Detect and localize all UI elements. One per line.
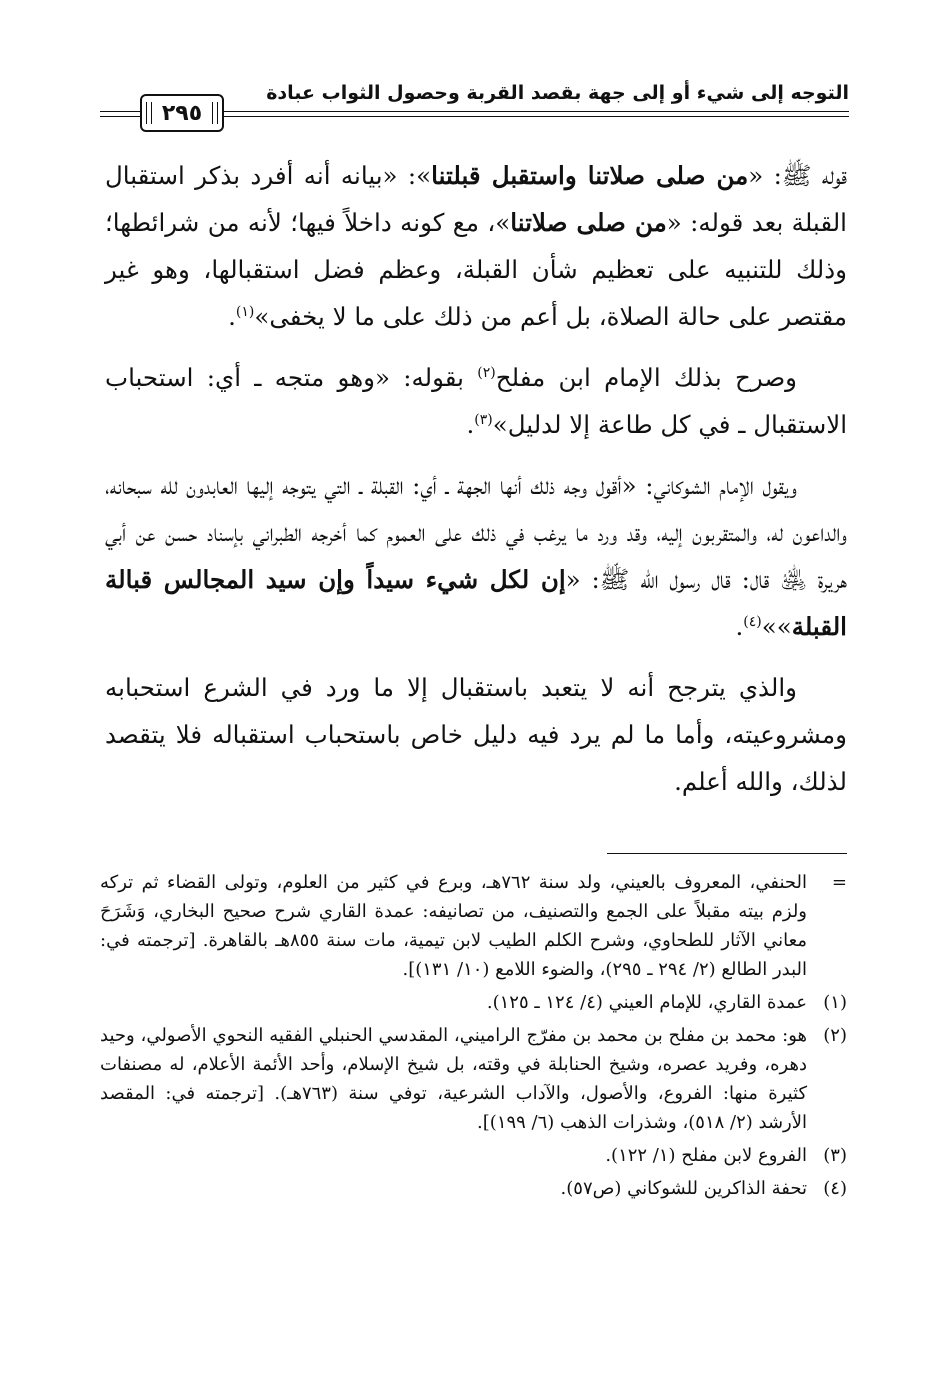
text-span: . <box>735 612 744 641</box>
footnote-item <box>100 1174 847 1203</box>
footnote-text: هو: محمد بن مفلح بن محمد بن مفرّج الراميني، المقدسي الحنبلي الفقيه النحوي الأصولي، وحيد دهره، وفريد عصره، وشيخ الحنابلة في وقته، بل شيخ الإسلام، وأحد الأئمة الأعلام، له مصنفات كثيرة منها: الفروع، والأصول، والآداب الشرعية، توفي سنة (٧٦٣هـ). [ترجمته في: المقصد الأرشد (٢/ ٥١٨)، وشذرات الذهب (٦/ ١٩٩)]. <box>100 1025 808 1133</box>
page-number <box>140 94 224 132</box>
paragraph-4: والذي يترجح أنه لا يتعبد باستقبال إلا ما ورد في الشرع استحبابه ومشروعيته، وأما ما لم يرد فيه دليل خاص باستحباب استقباله فلا يتقصد لذلك، والله أعلم. <box>105 673 847 796</box>
text-span: . <box>466 410 475 439</box>
footnote-mark: (٢) <box>823 1025 847 1046</box>
main-text <box>105 152 847 819</box>
footnotes <box>100 868 847 1207</box>
text-span: وصرح بذلك الإمام ابن مفلح <box>495 363 797 392</box>
footnote-ref[interactable]: (٢) <box>477 364 496 381</box>
running-title: التوجه إلى شيء أو إلى جهة بقصد القربة وحصول الثواب عبادة <box>266 82 849 104</box>
footnote-ref[interactable]: (٣) <box>474 411 493 428</box>
footnote-item <box>100 868 847 984</box>
footnote-mark: (٤) <box>823 1178 847 1199</box>
text-span: . <box>228 302 236 331</box>
footnote-mark: (١) <box>823 992 847 1013</box>
footnote-mark: (٣) <box>823 1145 847 1166</box>
footnote-text: الحنفي، المعروف بالعيني، ولد سنة ٧٦٢هـ، وبرع في كثير من العلوم، وتولى القضاء ثم تركه ولزم بيته مقبلاً على الجمع والتصنيف، من تصانيفه: عمدة القاري شرح صحيح البخاري، وَشَرَحَ معاني الآثار للطحاوي، وشرح الكلم الطيب لابن تيمية، مات سنة ٨٥٥هـ بالقاهرة. [ترجمته في: البدر الطالع (٢/ ٢٩٤ ـ ٢٩٥)، والضوء اللامع (١٠/ ١٣١)]. <box>100 872 807 980</box>
footnote-ref[interactable]: (١) <box>235 303 255 320</box>
text-span: ويقول الإمام الشوكاني: «أقول وجه ذلك أنها الجهة ـ أي: القبلة ـ التي يتوجه إليها العابدون لله سبحانه، والداعون له، والمتقربون إليه، وقد ورد ما يرغب في ذلك على العموم كما أخرجه الطبراني بإسناد حسن عن أبي هريرة ﵁ قال: قال رسول الله ﷺ: « <box>105 471 847 594</box>
paragraph-1 <box>105 152 847 340</box>
footnote-rule <box>607 853 847 854</box>
paragraph-2 <box>105 354 847 448</box>
text-span: بقوله: «وهو متجه ـ أي: استحباب الاستقبال ـ في كل طاعة إلا لدليل» <box>105 363 847 439</box>
text-span: »، مع كونه داخلاً فيها؛ لأنه من شرائطها؛ وذلك للتنبيه على تعظيم شأن القبلة، وعظم فضل استقبالها، وهو غير مقتصر على حالة الصلاة، بل أعم من ذلك على ما لا يخفى» <box>105 208 847 331</box>
footnote-mark: = <box>831 872 847 893</box>
page-number-text: ٢٩٥ <box>161 100 203 126</box>
hadith-quote: إن لكل شيء سيداً وإن سيد المجالس قبالة القبلة <box>105 565 847 641</box>
footnote-item <box>100 988 847 1017</box>
footnote-text: تحفة الذاكرين للشوكاني (ص٥٧). <box>560 1178 807 1199</box>
footnote-text: الفروع لابن مفلح (١/ ١٢٢). <box>605 1145 807 1166</box>
text-span: »» <box>761 612 792 641</box>
text-span: قوله ﷺ: « <box>748 161 847 190</box>
footnote-ref[interactable]: (٤) <box>743 613 762 630</box>
hadith-quote: من صلى صلاتنا واستقبل قبلتنا <box>431 161 749 190</box>
paragraph-3 <box>105 462 847 650</box>
footnote-text: عمدة القاري، للإمام العيني (٤/ ١٢٤ ـ ١٢٥). <box>486 992 807 1013</box>
hadith-quote: من صلى صلاتنا <box>510 208 667 237</box>
footnote-item <box>100 1021 847 1137</box>
footnote-item <box>100 1141 847 1170</box>
text-span: »: «بيانه أنه أفرد بذكر استقبال القبلة بعد قوله: « <box>105 161 847 237</box>
